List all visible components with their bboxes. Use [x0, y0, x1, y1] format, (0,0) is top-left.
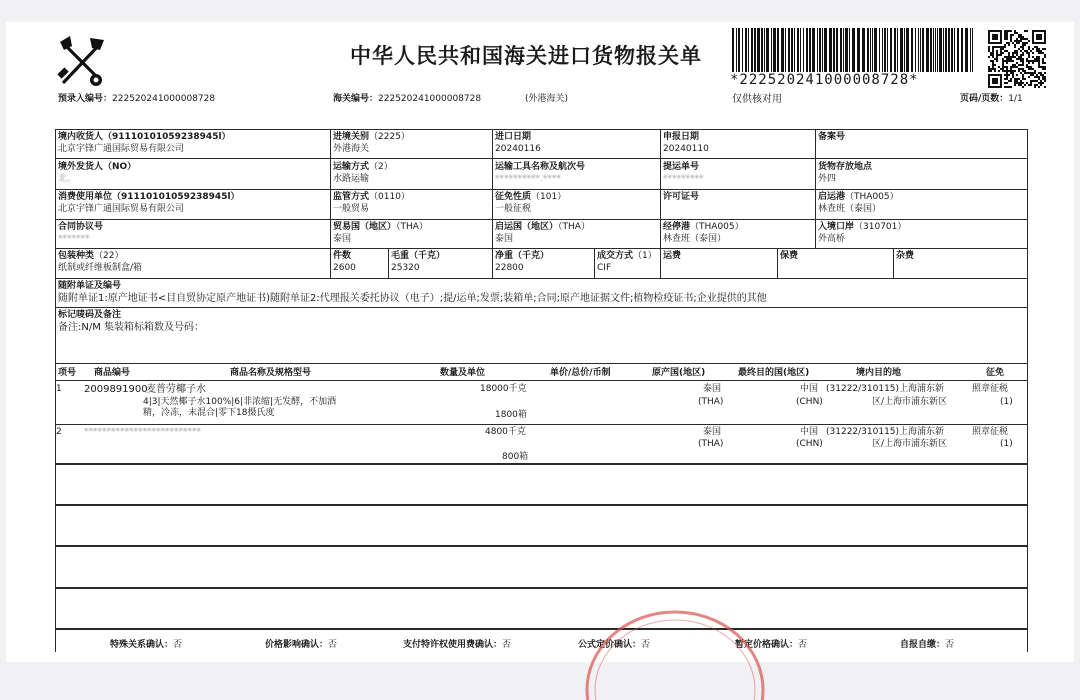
col-origin: 原产国(地区): [652, 368, 706, 378]
shipper-cell: 境外发货人（NO） 北。: [58, 162, 137, 184]
form-title: 中华人民共和国海关进口货物报关单: [350, 43, 702, 68]
contract-cell: 合同协议号 *******: [58, 222, 104, 244]
item-levy-code: (1): [1000, 397, 1013, 407]
levy-nature-cell: 征免性质（101） 一般征税: [495, 192, 567, 214]
col-qty: 数量及单位: [440, 368, 486, 378]
net-weight-cell: 净重（千克） 22800: [495, 251, 550, 273]
qr-code: [988, 30, 1046, 88]
item-qty-weight: 4800千克: [485, 427, 526, 437]
item-domestic-2: 区/上海市浦东新区: [872, 439, 948, 449]
misc-fee-cell: 杂费: [896, 251, 915, 261]
page-count: 页码/页数：1/1: [960, 94, 1023, 104]
entry-customs-cell: 进境关别（2225） 外港海关: [333, 132, 410, 154]
item-levy: 照章征税: [972, 427, 1009, 437]
item-spec: 4|3|天然椰子水100%|6|非浓缩|无发酵，不加酒: [143, 397, 337, 407]
import-date-cell: 进口日期 20240116: [495, 132, 541, 154]
customs-emblem-icon: [50, 30, 114, 94]
item-levy-code: (1): [1000, 439, 1013, 449]
item-spec-2: 精，冷冻，未混合|零下18摄氏度: [143, 408, 275, 418]
col-code: 商品编号: [94, 368, 131, 378]
bill-of-lading-cell: 提运单号 *********: [663, 162, 704, 184]
trade-country-cell: 贸易国（地区）（THA） 泰国: [333, 222, 428, 244]
customs-office: (外港海关): [525, 94, 569, 104]
package-type-cell: 包装种类（22） 纸制或纤维板制盒/箱: [58, 251, 143, 273]
freight-cell: 运费: [663, 251, 682, 261]
col-no: 项号: [58, 368, 77, 378]
marks-remarks-cell: 标记唛码及备注 备注:N/M 集装箱标箱数及号码：: [58, 310, 205, 333]
item-domestic: (31222/310115)上海浦东新: [826, 384, 945, 394]
item-code: **************************: [84, 427, 201, 437]
col-price: 单价/总价/币制: [550, 368, 611, 378]
pieces-cell: 件数 2600: [333, 251, 356, 273]
item-origin-code: (THA): [698, 439, 724, 449]
license-cell: 许可证号: [663, 192, 700, 202]
self-declare-confirm: 自报自缴：否: [900, 640, 955, 650]
provisional-price-confirm: 暂定价格确认：否: [735, 640, 808, 650]
departure-port-cell: 启运港（THA005） 林查班（泰国）: [818, 192, 899, 214]
price-impact-confirm: 价格影响确认：否: [265, 640, 338, 650]
item-code: 2009891900: [84, 384, 148, 395]
declare-date-cell: 申报日期 20240110: [663, 132, 709, 154]
item-dest-code: (CHN): [796, 439, 823, 449]
item-no: 1: [56, 384, 62, 394]
red-seal-stamp: [580, 600, 770, 700]
item-domestic: (31222/310115)上海浦东新: [826, 427, 945, 437]
storage-cell: 货物存放地点 外四: [818, 162, 873, 184]
prealloc-number: 预录入编号：222520241000008728: [58, 94, 216, 104]
item-qty-units: 1800箱: [495, 410, 527, 420]
item-dest: 中国: [800, 384, 819, 394]
item-qty-weight: 18000千克: [480, 384, 527, 394]
item-domestic-2: 区/上海市浦东新区: [872, 397, 948, 407]
transport-mode-cell: 运输方式（2） 水路运输: [333, 162, 393, 184]
formula-price-confirm: 公式定价确认：否: [578, 640, 651, 650]
item-name: 麦普劳椰子水: [146, 384, 206, 395]
vessel-cell: 运输工具名称及航次号 **********.****: [495, 162, 586, 184]
declaration-form: [6, 22, 1074, 662]
col-domestic: 境内目的地: [856, 368, 902, 378]
record-number-cell: 备案号: [818, 132, 846, 142]
col-levy: 征免: [986, 368, 1005, 378]
col-dest: 最终目的国(地区): [738, 368, 810, 378]
stop-port-cell: 经停港（THA005） 林查班（泰国）: [663, 222, 744, 244]
barcode-text: *222520241000008728*: [730, 72, 919, 88]
barcode: [728, 28, 978, 72]
origin-country-cell: 启运国（地区）（THA） 泰国: [495, 222, 590, 244]
insurance-cell: 保费: [780, 251, 799, 261]
col-name: 商品名称及规格型号: [230, 368, 312, 378]
item-no: 2: [56, 427, 62, 437]
deal-mode-cell: 成交方式（1） CIF: [597, 251, 657, 273]
consumer-cell: 消费使用单位（91110101059238945l） 北京宇锋广通国际贸易有限公司: [58, 192, 240, 214]
royalty-confirm: 支付特许权使用费确认：否: [403, 640, 512, 650]
item-dest: 中国: [800, 427, 819, 437]
item-dest-code: (CHN): [796, 397, 823, 407]
customs-number: 海关编号：222520241000008728: [333, 94, 482, 104]
attached-docs-cell: 随附单证及编号 随附单证1:原产地证书<目自贸协定原产地证书)随附单证2:代理报关委托协议（电子）;提/运单;发票;装箱单;合同;原产地证据文件;植物检疫证书;企业提供的其他: [58, 281, 767, 304]
special-relation-confirm: 特殊关系确认：否: [110, 640, 183, 650]
item-origin: 泰国: [703, 384, 722, 394]
item-qty-units: 800箱: [502, 452, 529, 462]
verify-note: 仅供核对用: [732, 94, 782, 105]
gross-weight-cell: 毛重（千克） 25320: [391, 251, 446, 273]
item-origin: 泰国: [703, 427, 722, 437]
consignee-cell: 境内收货人（91110101059238945l） 北京宇锋广通国际贸易有限公司: [58, 132, 231, 154]
entry-port-cell: 入境口岸（310701） 外高桥: [818, 222, 907, 244]
item-origin-code: (THA): [698, 397, 724, 407]
supervision-cell: 监管方式（0110） 一般贸易: [333, 192, 410, 214]
item-levy: 照章征税: [972, 384, 1009, 394]
